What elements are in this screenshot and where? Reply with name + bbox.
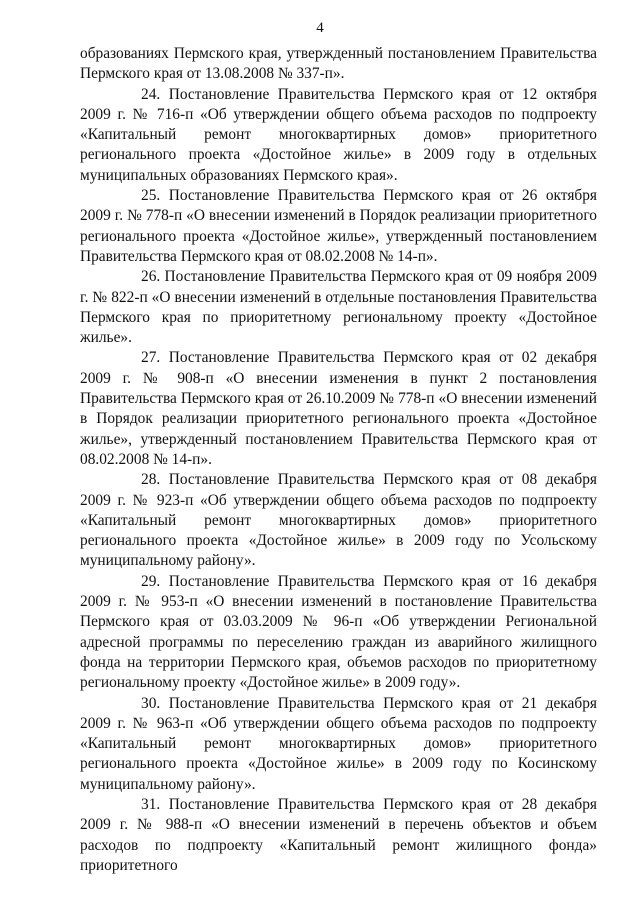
list-item-30: 30. Постановление Правительства Пермского края от 21 декабря 2009 г. № 963-п «Об утверждении общего объема расходов по подпроекту «Капитальный ремонт многоквартирных домов» приоритетного регионального проекта «Достойное жилье» в 2009 году по Косинскому муниципальному району». xyxy=(80,694,597,793)
document-body xyxy=(80,44,597,876)
list-item-24: 24. Постановление Правительства Пермского края от 12 октября 2009 г. № 716-п «Об утверждении общего объема расходов по подпроекту «Капитальный ремонт многоквартирных домов» приоритетного регионального проекта «Достойное жилье» в 2009 году в отдельных муниципальных образованиях Пермского края». xyxy=(80,85,597,184)
list-item-27: 27. Постановление Правительства Пермского края от 02 декабря 2009 г. № 908-п «О внесении изменения в пункт 2 постановления Правительства Пермского края от 26.10.2009 № 778-п «О внесении изменений в Порядок реализации приоритетного регионального проекта «Достойное жилье», утвержденный постановлением Правительства Пермского края от 08.02.2008 № 14-п». xyxy=(80,349,597,468)
list-item-31: 31. Постановление Правительства Пермского края от 28 декабря 2009 г. № 988-п «О внесении изменений в перечень объектов и объем расходов по подпроекту «Капитальный ремонт жилищного фонда» приоритетного xyxy=(80,795,597,874)
list-item-28: 28. Постановление Правительства Пермского края от 08 декабря 2009 г. № 923-п «Об утверждении общего объема расходов по подпроекту «Капитальный ремонт многоквартирных домов» приоритетного регионального проекта «Достойное жилье» в 2009 году по Усольскому муниципальному району». xyxy=(80,471,597,570)
paragraph-continuation: образованиях Пермского края, утвержденный постановлением Правительства Пермского края от 13.08.2008 № 337-п». xyxy=(80,45,597,83)
list-item-25: 25. Постановление Правительства Пермского края от 26 октября 2009 г. № 778-п «О внесении изменений в Порядок реализации приоритетного регионального проекта «Достойное жилье», утвержденный постановлением Правительства Пермского края от 08.02.2008 № 14-п». xyxy=(80,187,597,265)
list-item-26: 26. Постановление Правительства Пермского края от 09 ноября 2009 г. № 822-п «О внесении изменений в отдельные постановления Правительства Пермского края по приоритетному региональному проекту «Достойное жилье». xyxy=(80,268,597,347)
page-number: 4 xyxy=(316,20,324,36)
list-item-29: 29. Постановление Правительства Пермского края от 16 декабря 2009 г. № 953-п «О внесении изменений в постановление Правительства Пермского края от 03.03.2009 № 96-п «Об утверждении Региональной адресной программы по переселению граждан из аварийного жилищного фонда на территории Пермского края, объемов расходов по приоритетному региональному проекту «Достойное жилье» в 2009 году». xyxy=(80,572,597,692)
